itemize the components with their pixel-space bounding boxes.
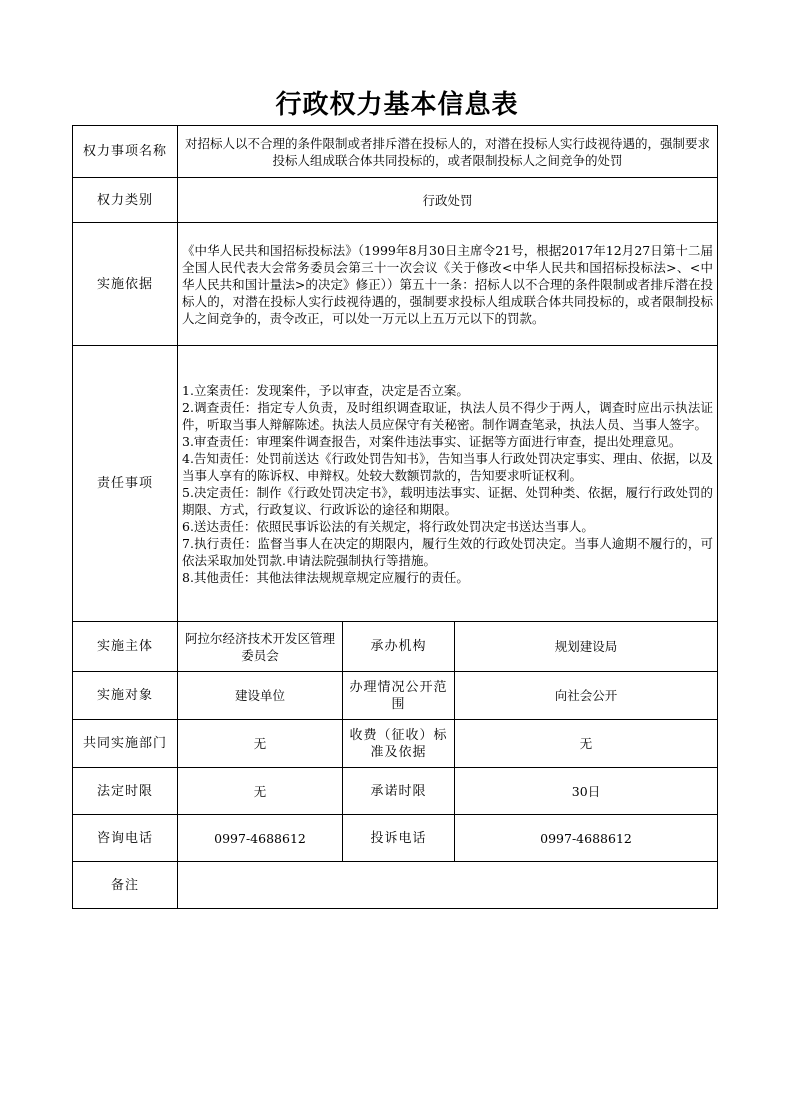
- duty-item: 1.立案责任：发现案件，予以审查，决定是否立案。: [182, 382, 469, 398]
- consult-phone-label: 咨询电话: [73, 815, 178, 862]
- power-category-label: 权力类别: [73, 178, 178, 223]
- row-phone: [73, 815, 718, 862]
- remark-value: [178, 862, 718, 909]
- basis-label: 实施依据: [73, 223, 178, 346]
- row-subject: [73, 622, 718, 672]
- basis-value: 《中华人民共和国招标投标法》（1999年8月30日主席令21号，根据2017年12月27日第十二届全国人民代表大会常务委员会第三十一次会议《关于修改<中华人民共和国招标投标法>、<中华人民共和国计量法>的决定》修正））第五十一条：招标人以不合理的条件限制或者排斥潜在投标人的，对潜在投标人实行歧视待遇的，强制要求投标人组成联合体共同投标的，或者限制投标人之间竞争的，责令改正，可以处一万元以上五万元以下的罚款。: [178, 223, 718, 346]
- handling-org-value: 规划建设局: [455, 622, 718, 672]
- disclosure-scope-label: 办理情况公开范围: [343, 672, 455, 720]
- power-name-label: 权力事项名称: [73, 126, 178, 178]
- promised-limit-value: 30日: [455, 768, 718, 815]
- duty-item: 3.审查责任：审理案件调查报告，对案件违法事实、证据等方面进行审查，提出处理意见。: [182, 433, 682, 449]
- row-basis: [73, 223, 718, 346]
- legal-limit-value: 无: [178, 768, 343, 815]
- legal-limit-label: 法定时限: [73, 768, 178, 815]
- fee-standard-label: 收费（征收）标准及依据: [343, 720, 455, 768]
- info-table: [72, 125, 718, 909]
- subject-value: 阿拉尔经济技术开发区管理委员会: [178, 622, 343, 672]
- row-limit: [73, 768, 718, 815]
- power-name-value: 对招标人以不合理的条件限制或者排斥潜在投标人的，对潜在投标人实行歧视待遇的，强制要求投标人组成联合体共同投标的，或者限制投标人之间竞争的处罚: [178, 126, 718, 178]
- row-remark: [73, 862, 718, 909]
- complaint-phone-value: 0997-4688612: [455, 815, 718, 862]
- row-power-name: [73, 126, 718, 178]
- power-category-value: 行政处罚: [178, 178, 718, 223]
- remark-label: 备注: [73, 862, 178, 909]
- row-duties: [73, 346, 718, 622]
- page-title: 行政权力基本信息表: [275, 90, 519, 120]
- duty-item: 5.决定责任：制作《行政处罚决定书》，载明违法事实、证据、处罚种类、依据，履行行政处罚的期限、方式，行政复议、行政诉讼的途径和期限。: [182, 484, 713, 517]
- duty-item: 6.送达责任：依照民事诉讼法的有关规定，将行政处罚决定书送达当事人。: [182, 518, 594, 534]
- joint-dept-label: 共同实施部门: [73, 720, 178, 768]
- handling-org-label: 承办机构: [343, 622, 455, 672]
- consult-phone-value: 0997-4688612: [178, 815, 343, 862]
- disclosure-scope-value: 向社会公开: [455, 672, 718, 720]
- duty-item: 7.执行责任：监督当事人在决定的期限内，履行生效的行政处罚决定。当事人逾期不履行的，可依法采取加处罚款.申请法院强制执行等措施。: [182, 535, 713, 568]
- duty-item: 8.其他责任：其他法律法规规章规定应履行的责任。: [182, 569, 469, 585]
- promised-limit-label: 承诺时限: [343, 768, 455, 815]
- row-dept: [73, 720, 718, 768]
- duties-label: 责任事项: [73, 346, 178, 622]
- joint-dept-value: 无: [178, 720, 343, 768]
- row-power-category: [73, 178, 718, 223]
- fee-standard-value: 无: [455, 720, 718, 768]
- subject-label: 实施主体: [73, 622, 178, 672]
- duty-item: 4.告知责任：处罚前送达《行政处罚告知书》，告知当事人行政处罚决定事实、理由、依据，以及当事人享有的陈诉权、申辩权。处较大数额罚款的，告知要求听证权利。: [182, 450, 713, 483]
- duties-list: [178, 346, 718, 622]
- duty-item: 2.调查责任：指定专人负责，及时组织调查取证，执法人员不得少于两人，调查时应出示执法证件，听取当事人辩解陈述。执法人员应保守有关秘密。制作调查笔录，执法人员、当事人签字。: [182, 399, 713, 432]
- complaint-phone-label: 投诉电话: [343, 815, 455, 862]
- target-label: 实施对象: [73, 672, 178, 720]
- row-target: [73, 672, 718, 720]
- target-value: 建设单位: [178, 672, 343, 720]
